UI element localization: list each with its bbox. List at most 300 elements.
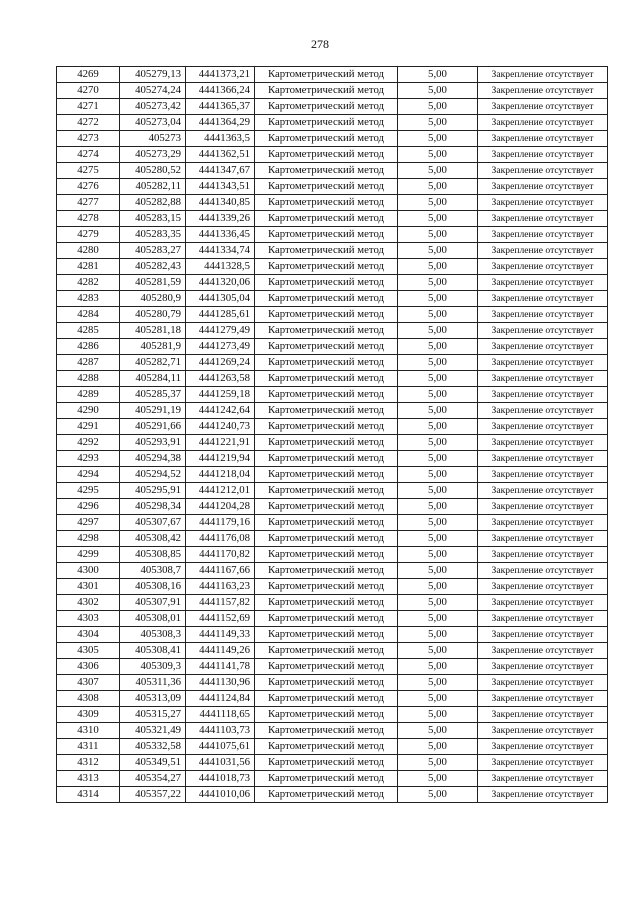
table-row — [57, 547, 608, 563]
accuracy-cell: 5,00 — [398, 515, 478, 531]
table-row — [57, 771, 608, 787]
x-coordinate-cell: 405294,38 — [120, 451, 186, 467]
y-coordinate-cell: 4441075,61 — [186, 739, 255, 755]
x-coordinate-cell: 405313,09 — [120, 691, 186, 707]
method-cell: Картометрический метод — [255, 211, 398, 227]
accuracy-cell: 5,00 — [398, 419, 478, 435]
status-cell: Закрепление отсутствует — [478, 515, 608, 531]
point-number-cell: 4305 — [57, 643, 120, 659]
x-coordinate-cell: 405283,15 — [120, 211, 186, 227]
status-cell: Закрепление отсутствует — [478, 451, 608, 467]
method-cell: Картометрический метод — [255, 291, 398, 307]
table-row — [57, 211, 608, 227]
table-row — [57, 83, 608, 99]
y-coordinate-cell: 4441163,23 — [186, 579, 255, 595]
table-row — [57, 723, 608, 739]
table-row — [57, 179, 608, 195]
y-coordinate-cell: 4441170,82 — [186, 547, 255, 563]
method-cell: Картометрический метод — [255, 227, 398, 243]
x-coordinate-cell: 405309,3 — [120, 659, 186, 675]
status-cell: Закрепление отсутствует — [478, 627, 608, 643]
table-row — [57, 339, 608, 355]
y-coordinate-cell: 4441018,73 — [186, 771, 255, 787]
y-coordinate-cell: 4441364,29 — [186, 115, 255, 131]
y-coordinate-cell: 4441242,64 — [186, 403, 255, 419]
y-coordinate-cell: 4441373,21 — [186, 67, 255, 83]
table-row — [57, 355, 608, 371]
status-cell: Закрепление отсутствует — [478, 307, 608, 323]
y-coordinate-cell: 4441273,49 — [186, 339, 255, 355]
table-row — [57, 403, 608, 419]
table-row — [57, 643, 608, 659]
point-number-cell: 4293 — [57, 451, 120, 467]
x-coordinate-cell: 405308,85 — [120, 547, 186, 563]
accuracy-cell: 5,00 — [398, 723, 478, 739]
y-coordinate-cell: 4441365,37 — [186, 99, 255, 115]
x-coordinate-cell: 405308,3 — [120, 627, 186, 643]
method-cell: Картометрический метод — [255, 259, 398, 275]
accuracy-cell: 5,00 — [398, 467, 478, 483]
method-cell: Картометрический метод — [255, 739, 398, 755]
table-row — [57, 259, 608, 275]
point-number-cell: 4286 — [57, 339, 120, 355]
y-coordinate-cell: 4441362,51 — [186, 147, 255, 163]
accuracy-cell: 5,00 — [398, 547, 478, 563]
method-cell: Картометрический метод — [255, 515, 398, 531]
x-coordinate-cell: 405274,24 — [120, 83, 186, 99]
x-coordinate-cell: 405354,27 — [120, 771, 186, 787]
point-number-cell: 4307 — [57, 675, 120, 691]
status-cell: Закрепление отсутствует — [478, 275, 608, 291]
y-coordinate-cell: 4441157,82 — [186, 595, 255, 611]
x-coordinate-cell: 405273 — [120, 131, 186, 147]
status-cell: Закрепление отсутствует — [478, 771, 608, 787]
method-cell: Картометрический метод — [255, 643, 398, 659]
x-coordinate-cell: 405293,91 — [120, 435, 186, 451]
x-coordinate-cell: 405280,79 — [120, 307, 186, 323]
status-cell: Закрепление отсутствует — [478, 611, 608, 627]
x-coordinate-cell: 405281,18 — [120, 323, 186, 339]
status-cell: Закрепление отсутствует — [478, 227, 608, 243]
status-cell: Закрепление отсутствует — [478, 115, 608, 131]
table-row — [57, 147, 608, 163]
point-number-cell: 4295 — [57, 483, 120, 499]
point-number-cell: 4303 — [57, 611, 120, 627]
table-row — [57, 323, 608, 339]
status-cell: Закрепление отсутствует — [478, 131, 608, 147]
x-coordinate-cell: 405357,22 — [120, 787, 186, 803]
table-row — [57, 275, 608, 291]
point-number-cell: 4269 — [57, 67, 120, 83]
x-coordinate-cell: 405281,9 — [120, 339, 186, 355]
status-cell: Закрепление отсутствует — [478, 723, 608, 739]
status-cell: Закрепление отсутствует — [478, 147, 608, 163]
accuracy-cell: 5,00 — [398, 563, 478, 579]
table-row — [57, 99, 608, 115]
point-number-cell: 4274 — [57, 147, 120, 163]
table-row — [57, 531, 608, 547]
point-number-cell: 4275 — [57, 163, 120, 179]
status-cell: Закрепление отсутствует — [478, 387, 608, 403]
x-coordinate-cell: 405279,13 — [120, 67, 186, 83]
y-coordinate-cell: 4441212,01 — [186, 483, 255, 499]
status-cell: Закрепление отсутствует — [478, 659, 608, 675]
y-coordinate-cell: 4441363,5 — [186, 131, 255, 147]
x-coordinate-cell: 405291,66 — [120, 419, 186, 435]
table-row — [57, 755, 608, 771]
table-row — [57, 419, 608, 435]
table-row — [57, 163, 608, 179]
method-cell: Картометрический метод — [255, 67, 398, 83]
table-row — [57, 483, 608, 499]
method-cell: Картометрический метод — [255, 707, 398, 723]
accuracy-cell: 5,00 — [398, 483, 478, 499]
accuracy-cell: 5,00 — [398, 243, 478, 259]
method-cell: Картометрический метод — [255, 691, 398, 707]
point-number-cell: 4284 — [57, 307, 120, 323]
y-coordinate-cell: 4441263,58 — [186, 371, 255, 387]
point-number-cell: 4298 — [57, 531, 120, 547]
accuracy-cell: 5,00 — [398, 499, 478, 515]
status-cell: Закрепление отсутствует — [478, 99, 608, 115]
method-cell: Картометрический метод — [255, 595, 398, 611]
accuracy-cell: 5,00 — [398, 611, 478, 627]
method-cell: Картометрический метод — [255, 147, 398, 163]
point-number-cell: 4278 — [57, 211, 120, 227]
status-cell: Закрепление отсутствует — [478, 83, 608, 99]
table-body — [57, 67, 608, 803]
y-coordinate-cell: 4441347,67 — [186, 163, 255, 179]
coordinates-table — [56, 66, 608, 803]
accuracy-cell: 5,00 — [398, 99, 478, 115]
table-row — [57, 131, 608, 147]
method-cell: Картометрический метод — [255, 131, 398, 147]
point-number-cell: 4312 — [57, 755, 120, 771]
method-cell: Картометрический метод — [255, 627, 398, 643]
status-cell: Закрепление отсутствует — [478, 739, 608, 755]
method-cell: Картометрический метод — [255, 419, 398, 435]
y-coordinate-cell: 4441285,61 — [186, 307, 255, 323]
method-cell: Картометрический метод — [255, 659, 398, 675]
point-number-cell: 4291 — [57, 419, 120, 435]
status-cell: Закрепление отсутствует — [478, 499, 608, 515]
accuracy-cell: 5,00 — [398, 83, 478, 99]
y-coordinate-cell: 4441179,16 — [186, 515, 255, 531]
y-coordinate-cell: 4441010,06 — [186, 787, 255, 803]
accuracy-cell: 5,00 — [398, 195, 478, 211]
table-row — [57, 243, 608, 259]
status-cell: Закрепление отсутствует — [478, 179, 608, 195]
point-number-cell: 4273 — [57, 131, 120, 147]
y-coordinate-cell: 4441343,51 — [186, 179, 255, 195]
y-coordinate-cell: 4441269,24 — [186, 355, 255, 371]
y-coordinate-cell: 4441103,73 — [186, 723, 255, 739]
table-row — [57, 499, 608, 515]
y-coordinate-cell: 4441176,08 — [186, 531, 255, 547]
x-coordinate-cell: 405282,71 — [120, 355, 186, 371]
x-coordinate-cell: 405273,29 — [120, 147, 186, 163]
status-cell: Закрепление отсутствует — [478, 323, 608, 339]
x-coordinate-cell: 405321,49 — [120, 723, 186, 739]
y-coordinate-cell: 4441336,45 — [186, 227, 255, 243]
status-cell: Закрепление отсутствует — [478, 579, 608, 595]
point-number-cell: 4314 — [57, 787, 120, 803]
y-coordinate-cell: 4441305,04 — [186, 291, 255, 307]
table-row — [57, 387, 608, 403]
x-coordinate-cell: 405283,35 — [120, 227, 186, 243]
point-number-cell: 4290 — [57, 403, 120, 419]
status-cell: Закрепление отсутствует — [478, 467, 608, 483]
table-row — [57, 515, 608, 531]
x-coordinate-cell: 405311,36 — [120, 675, 186, 691]
method-cell: Картометрический метод — [255, 787, 398, 803]
accuracy-cell: 5,00 — [398, 787, 478, 803]
method-cell: Картометрический метод — [255, 675, 398, 691]
method-cell: Картометрический метод — [255, 483, 398, 499]
table-row — [57, 227, 608, 243]
accuracy-cell: 5,00 — [398, 275, 478, 291]
y-coordinate-cell: 4441328,5 — [186, 259, 255, 275]
method-cell: Картометрический метод — [255, 467, 398, 483]
table-row — [57, 611, 608, 627]
accuracy-cell: 5,00 — [398, 595, 478, 611]
table-row — [57, 707, 608, 723]
table-row — [57, 115, 608, 131]
method-cell: Картометрический метод — [255, 307, 398, 323]
status-cell: Закрепление отсутствует — [478, 787, 608, 803]
y-coordinate-cell: 4441339,26 — [186, 211, 255, 227]
method-cell: Картометрический метод — [255, 771, 398, 787]
accuracy-cell: 5,00 — [398, 707, 478, 723]
point-number-cell: 4301 — [57, 579, 120, 595]
point-number-cell: 4270 — [57, 83, 120, 99]
x-coordinate-cell: 405284,11 — [120, 371, 186, 387]
y-coordinate-cell: 4441218,04 — [186, 467, 255, 483]
x-coordinate-cell: 405283,27 — [120, 243, 186, 259]
method-cell: Картометрический метод — [255, 579, 398, 595]
accuracy-cell: 5,00 — [398, 691, 478, 707]
method-cell: Картометрический метод — [255, 323, 398, 339]
y-coordinate-cell: 4441320,06 — [186, 275, 255, 291]
table-row — [57, 307, 608, 323]
table-row — [57, 691, 608, 707]
point-number-cell: 4276 — [57, 179, 120, 195]
method-cell: Картометрический метод — [255, 99, 398, 115]
table-row — [57, 195, 608, 211]
x-coordinate-cell: 405307,67 — [120, 515, 186, 531]
method-cell: Картометрический метод — [255, 355, 398, 371]
point-number-cell: 4306 — [57, 659, 120, 675]
y-coordinate-cell: 4441259,18 — [186, 387, 255, 403]
point-number-cell: 4304 — [57, 627, 120, 643]
method-cell: Картометрический метод — [255, 723, 398, 739]
status-cell: Закрепление отсутствует — [478, 355, 608, 371]
accuracy-cell: 5,00 — [398, 643, 478, 659]
method-cell: Картометрический метод — [255, 243, 398, 259]
method-cell: Картометрический метод — [255, 163, 398, 179]
accuracy-cell: 5,00 — [398, 147, 478, 163]
point-number-cell: 4272 — [57, 115, 120, 131]
accuracy-cell: 5,00 — [398, 675, 478, 691]
accuracy-cell: 5,00 — [398, 451, 478, 467]
accuracy-cell: 5,00 — [398, 387, 478, 403]
accuracy-cell: 5,00 — [398, 227, 478, 243]
point-number-cell: 4281 — [57, 259, 120, 275]
accuracy-cell: 5,00 — [398, 323, 478, 339]
y-coordinate-cell: 4441334,74 — [186, 243, 255, 259]
y-coordinate-cell: 4441152,69 — [186, 611, 255, 627]
accuracy-cell: 5,00 — [398, 211, 478, 227]
accuracy-cell: 5,00 — [398, 163, 478, 179]
method-cell: Картометрический метод — [255, 83, 398, 99]
x-coordinate-cell: 405349,51 — [120, 755, 186, 771]
table-row — [57, 371, 608, 387]
x-coordinate-cell: 405307,91 — [120, 595, 186, 611]
status-cell: Закрепление отсутствует — [478, 643, 608, 659]
table-row — [57, 627, 608, 643]
method-cell: Картометрический метод — [255, 195, 398, 211]
status-cell: Закрепление отсутствует — [478, 755, 608, 771]
x-coordinate-cell: 405282,88 — [120, 195, 186, 211]
accuracy-cell: 5,00 — [398, 627, 478, 643]
accuracy-cell: 5,00 — [398, 339, 478, 355]
x-coordinate-cell: 405273,42 — [120, 99, 186, 115]
point-number-cell: 4308 — [57, 691, 120, 707]
point-number-cell: 4287 — [57, 355, 120, 371]
status-cell: Закрепление отсутствует — [478, 675, 608, 691]
x-coordinate-cell: 405308,01 — [120, 611, 186, 627]
accuracy-cell: 5,00 — [398, 403, 478, 419]
point-number-cell: 4288 — [57, 371, 120, 387]
y-coordinate-cell: 4441149,33 — [186, 627, 255, 643]
status-cell: Закрепление отсутствует — [478, 691, 608, 707]
y-coordinate-cell: 4441240,73 — [186, 419, 255, 435]
y-coordinate-cell: 4441167,66 — [186, 563, 255, 579]
x-coordinate-cell: 405308,7 — [120, 563, 186, 579]
point-number-cell: 4300 — [57, 563, 120, 579]
point-number-cell: 4280 — [57, 243, 120, 259]
method-cell: Картометрический метод — [255, 531, 398, 547]
x-coordinate-cell: 405291,19 — [120, 403, 186, 419]
accuracy-cell: 5,00 — [398, 771, 478, 787]
table-row — [57, 579, 608, 595]
table-row — [57, 739, 608, 755]
accuracy-cell: 5,00 — [398, 755, 478, 771]
y-coordinate-cell: 4441204,28 — [186, 499, 255, 515]
x-coordinate-cell: 405315,27 — [120, 707, 186, 723]
status-cell: Закрепление отсутствует — [478, 67, 608, 83]
status-cell: Закрепление отсутствует — [478, 195, 608, 211]
method-cell: Картометрический метод — [255, 451, 398, 467]
status-cell: Закрепление отсутствует — [478, 707, 608, 723]
method-cell: Картометрический метод — [255, 275, 398, 291]
point-number-cell: 4296 — [57, 499, 120, 515]
y-coordinate-cell: 4441118,65 — [186, 707, 255, 723]
point-number-cell: 4279 — [57, 227, 120, 243]
accuracy-cell: 5,00 — [398, 259, 478, 275]
point-number-cell: 4294 — [57, 467, 120, 483]
y-coordinate-cell: 4441219,94 — [186, 451, 255, 467]
accuracy-cell: 5,00 — [398, 739, 478, 755]
method-cell: Картометрический метод — [255, 435, 398, 451]
x-coordinate-cell: 405273,04 — [120, 115, 186, 131]
table-row — [57, 291, 608, 307]
accuracy-cell: 5,00 — [398, 355, 478, 371]
table-row — [57, 675, 608, 691]
point-number-cell: 4299 — [57, 547, 120, 563]
method-cell: Картометрический метод — [255, 403, 398, 419]
table-row — [57, 435, 608, 451]
y-coordinate-cell: 4441141,78 — [186, 659, 255, 675]
method-cell: Картометрический метод — [255, 387, 398, 403]
x-coordinate-cell: 405282,11 — [120, 179, 186, 195]
method-cell: Картометрический метод — [255, 115, 398, 131]
table-row — [57, 451, 608, 467]
table-row — [57, 659, 608, 675]
table-row — [57, 595, 608, 611]
accuracy-cell: 5,00 — [398, 67, 478, 83]
accuracy-cell: 5,00 — [398, 371, 478, 387]
status-cell: Закрепление отсутствует — [478, 163, 608, 179]
x-coordinate-cell: 405332,58 — [120, 739, 186, 755]
point-number-cell: 4309 — [57, 707, 120, 723]
y-coordinate-cell: 4441221,91 — [186, 435, 255, 451]
status-cell: Закрепление отсутствует — [478, 371, 608, 387]
point-number-cell: 4310 — [57, 723, 120, 739]
accuracy-cell: 5,00 — [398, 531, 478, 547]
x-coordinate-cell: 405308,41 — [120, 643, 186, 659]
accuracy-cell: 5,00 — [398, 307, 478, 323]
y-coordinate-cell: 4441130,96 — [186, 675, 255, 691]
accuracy-cell: 5,00 — [398, 179, 478, 195]
x-coordinate-cell: 405298,34 — [120, 499, 186, 515]
x-coordinate-cell: 405281,59 — [120, 275, 186, 291]
method-cell: Картометрический метод — [255, 339, 398, 355]
status-cell: Закрепление отсутствует — [478, 291, 608, 307]
y-coordinate-cell: 4441279,49 — [186, 323, 255, 339]
point-number-cell: 4311 — [57, 739, 120, 755]
status-cell: Закрепление отсутствует — [478, 483, 608, 499]
table-row — [57, 787, 608, 803]
method-cell: Картометрический метод — [255, 611, 398, 627]
point-number-cell: 4292 — [57, 435, 120, 451]
status-cell: Закрепление отсутствует — [478, 403, 608, 419]
status-cell: Закрепление отсутствует — [478, 211, 608, 227]
y-coordinate-cell: 4441149,26 — [186, 643, 255, 659]
table-row — [57, 467, 608, 483]
method-cell: Картометрический метод — [255, 179, 398, 195]
status-cell: Закрепление отсутствует — [478, 243, 608, 259]
y-coordinate-cell: 4441340,85 — [186, 195, 255, 211]
status-cell: Закрепление отсутствует — [478, 259, 608, 275]
point-number-cell: 4282 — [57, 275, 120, 291]
point-number-cell: 4285 — [57, 323, 120, 339]
point-number-cell: 4277 — [57, 195, 120, 211]
status-cell: Закрепление отсутствует — [478, 419, 608, 435]
x-coordinate-cell: 405282,43 — [120, 259, 186, 275]
status-cell: Закрепление отсутствует — [478, 595, 608, 611]
x-coordinate-cell: 405308,16 — [120, 579, 186, 595]
accuracy-cell: 5,00 — [398, 435, 478, 451]
accuracy-cell: 5,00 — [398, 131, 478, 147]
x-coordinate-cell: 405294,52 — [120, 467, 186, 483]
status-cell: Закрепление отсутствует — [478, 531, 608, 547]
x-coordinate-cell: 405308,42 — [120, 531, 186, 547]
point-number-cell: 4283 — [57, 291, 120, 307]
x-coordinate-cell: 405285,37 — [120, 387, 186, 403]
page-number: 278 — [311, 37, 329, 51]
accuracy-cell: 5,00 — [398, 659, 478, 675]
